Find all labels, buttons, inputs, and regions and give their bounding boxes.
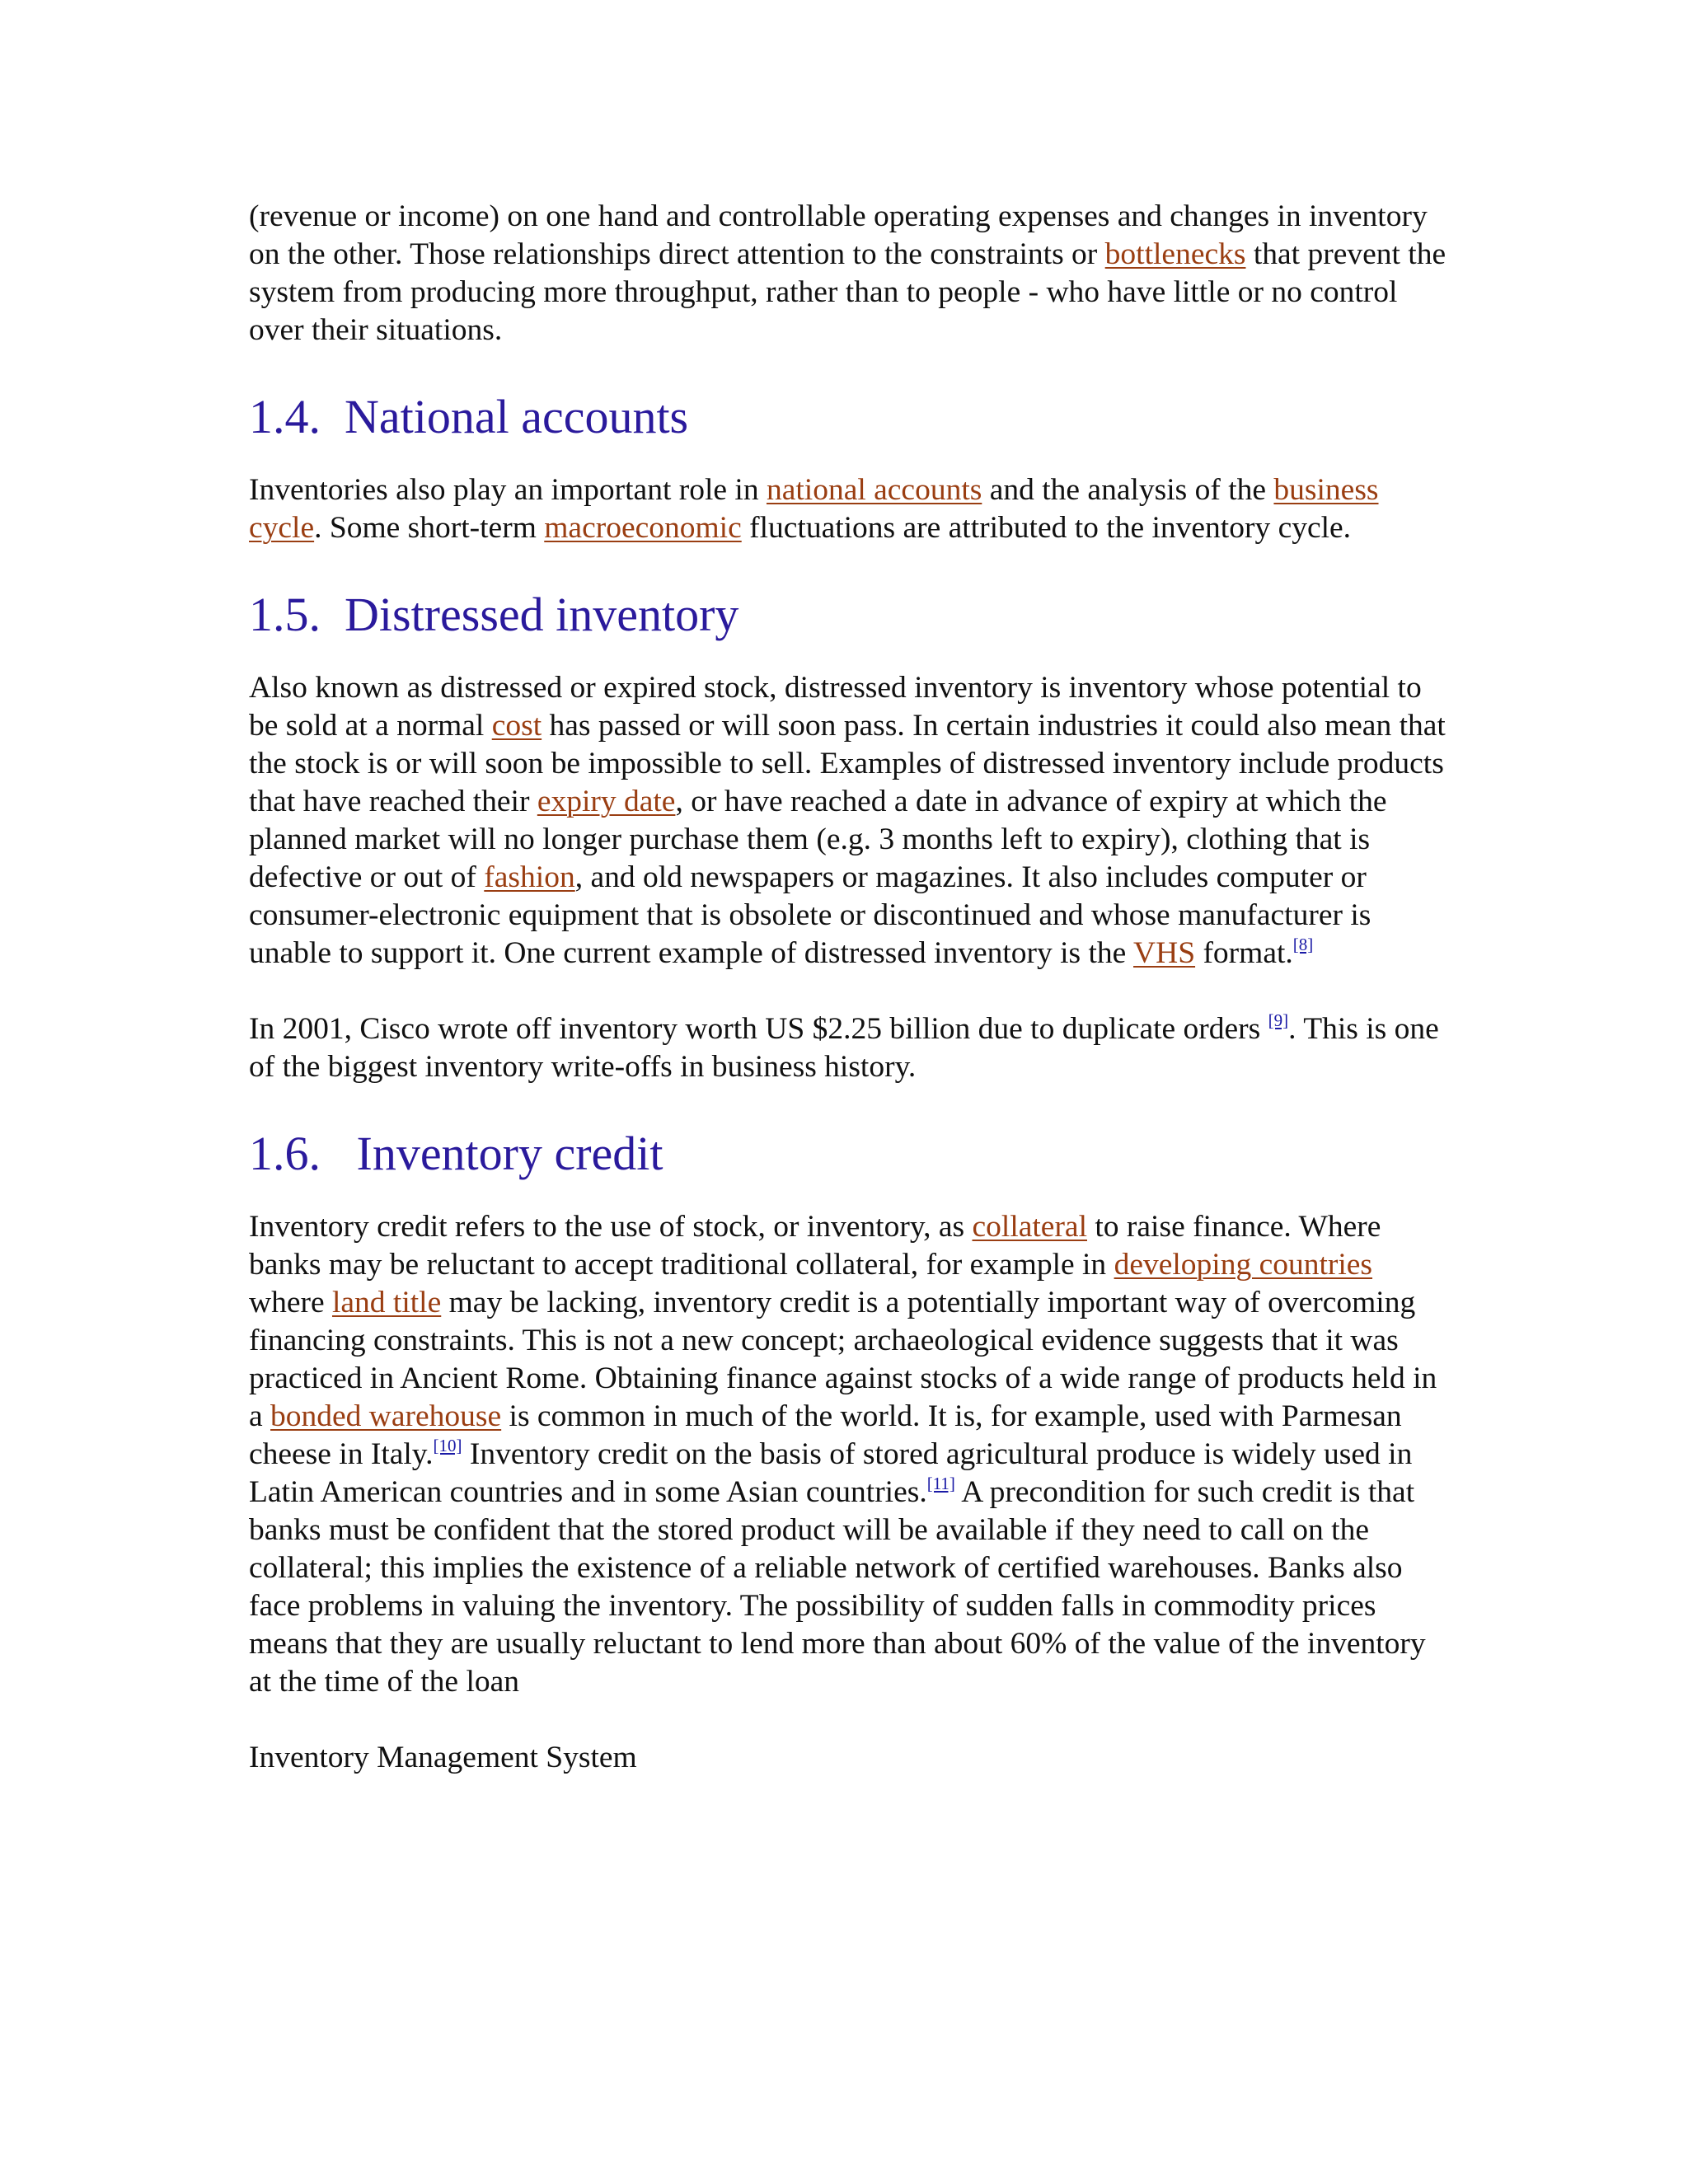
section-number: 1.5. — [249, 588, 321, 641]
link-collateral[interactable]: collateral — [972, 1210, 1087, 1244]
section-title: National accounts — [345, 390, 689, 443]
link-bonded-warehouse[interactable]: bonded warehouse — [270, 1399, 502, 1433]
reference-link-9[interactable]: [9] — [1268, 1010, 1289, 1030]
paragraph-distressed-inventory: Also known as distressed or expired stock, distressed inventory is inventory whose potential to be sold at a normal cost has passed or will soon pass. In certain industries it could also mean that the stock is or will soon be impossible to sell. Examples of distressed inventory include products that have reached their expiry date, or have reached a date in advance of expiry at which the planned market will no longer purchase them (e.g. 3 months left to expiry), clothing that is defective or out of fashion, and old newspapers or magazines. It also includes computer or consumer-electronic equipment that is obsolete or discontinued and whose manufacturer is unable to support it. One current example of distressed inventory is the VHS format.[8] — [249, 671, 1446, 970]
paragraph-national-accounts: Inventories also play an important role in national accounts and the analysis of the business cycle. Some short-term macroeconomic fluctuations are attributed to the inventory cycle. — [249, 473, 1379, 545]
link-macroeconomic[interactable]: macroeconomic — [544, 511, 742, 545]
link-business-cycle[interactable]: business cycle — [249, 473, 1379, 545]
reference-marker — [434, 1436, 462, 1455]
link-bottlenecks[interactable]: bottlenecks — [1104, 237, 1246, 271]
footer-text: Inventory Management System — [249, 1741, 637, 1774]
section-number: 1.4. — [249, 390, 321, 443]
paragraph-throughput: (revenue or income) on one hand and controllable operating expenses and changes in inventory on the other. Those relationships direct attention to the constraints or bottlenecks that prevent the system from producing more throughput, rather than to people - who have little or no control over their situations. — [249, 199, 1447, 347]
section-title: Distressed inventory — [345, 588, 739, 641]
link-national-accounts[interactable]: national accounts — [766, 473, 982, 507]
reference-marker — [927, 1474, 955, 1493]
section-title: Inventory credit — [356, 1127, 663, 1180]
heading-distressed-inventory — [249, 586, 1452, 644]
reference-marker — [1268, 1010, 1289, 1030]
paragraph-inventory-credit: Inventory credit refers to the use of stock, or inventory, as collateral to raise finance. Where banks may be reluctant to accept traditional collateral, for example in developing countries where land title may be lacking, inventory credit is a potentially important way of overcoming financing constraints. This is not a new concept; archaeological evidence suggests that it was practiced in Ancient Rome. Obtaining finance against stocks of a wide range of products held in a bonded warehouse is common in much of the world. It is, for example, used with Parmesan cheese in Italy.[10] Inventory credit on the basis of stored agricultural produce is widely used in Latin American countries and in some Asian countries.[11] A precondition for such credit is that banks must be confident that the stored product will be available if they need to call on the collateral; this implies the existence of a reliable network of certified warehouses. Banks also face problems in valuing the inventory. The possibility of sudden falls in commodity prices means that they are usually reluctant to lend more than about 60% of the value of the inventory at the time of the loan — [249, 1210, 1437, 1699]
reference-link-11[interactable]: [11] — [926, 1474, 955, 1493]
paragraph-cisco-writeoff: In 2001, Cisco wrote off inventory worth US $2.25 billion due to duplicate orders [9]. This is one of the biggest inventory write-offs in business history. — [249, 1010, 1439, 1084]
heading-national-accounts — [249, 388, 1452, 446]
link-vhs[interactable]: VHS — [1133, 936, 1196, 970]
section-number: 1.6. — [249, 1127, 321, 1180]
reference-marker — [1293, 935, 1314, 954]
heading-inventory-credit — [249, 1125, 1452, 1183]
link-developing-countries[interactable]: developing countries — [1114, 1248, 1373, 1282]
link-cost[interactable]: cost — [491, 709, 542, 743]
document-page — [249, 198, 1452, 1777]
link-fashion[interactable]: fashion — [484, 860, 575, 894]
link-expiry-date[interactable]: expiry date — [537, 785, 676, 818]
reference-link-8[interactable]: [8] — [1292, 935, 1314, 954]
link-land-title[interactable]: land title — [331, 1286, 442, 1319]
reference-link-10[interactable]: [10] — [433, 1436, 462, 1455]
